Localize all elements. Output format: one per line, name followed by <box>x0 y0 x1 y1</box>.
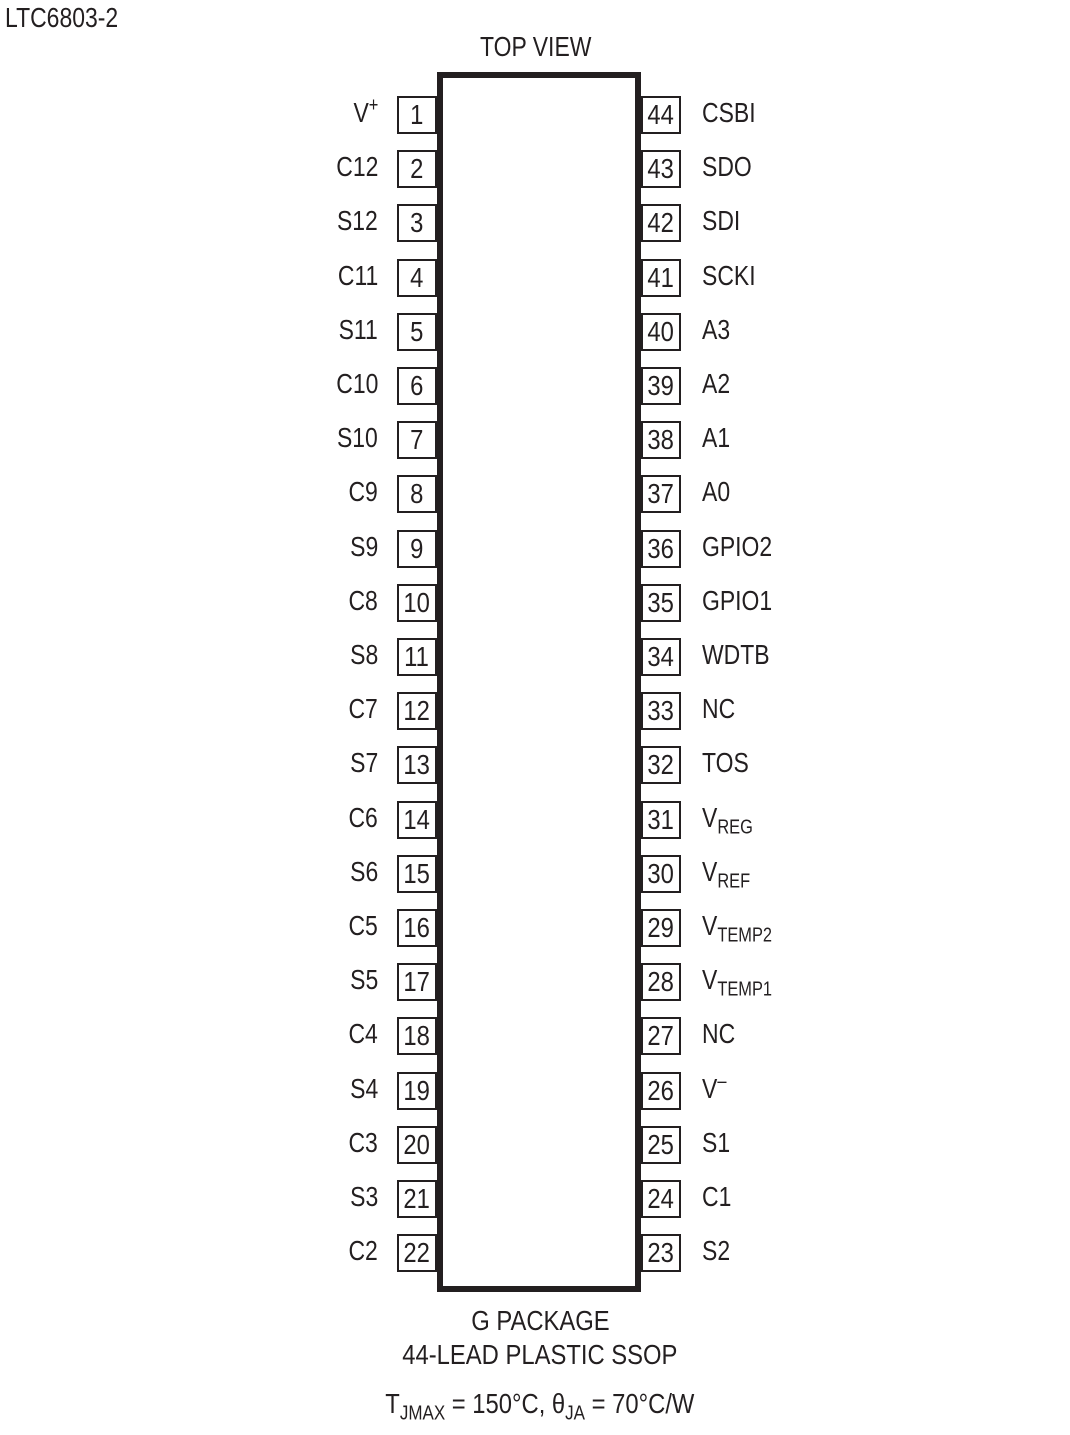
pin-label: S4 <box>349 1072 378 1104</box>
pin-number-box: 38 <box>641 421 681 459</box>
pin-number-box: 43 <box>641 150 681 188</box>
pin-label: $V_{TEMP2}$ <box>702 910 773 947</box>
pin-number-box: 9 <box>397 530 437 568</box>
pin-label: GPIO1 <box>702 584 773 616</box>
pin-label: C5 <box>348 910 378 941</box>
pin-number-box: 4 <box>397 259 437 297</box>
pin-number-box: 24 <box>641 1180 681 1218</box>
pin-number-box: 31 <box>641 801 681 839</box>
pin-label: S2 <box>702 1235 731 1267</box>
pin-number-box: 32 <box>641 746 681 784</box>
pin-number-box: 3 <box>397 204 437 242</box>
pin-label: TOS <box>702 747 749 779</box>
pin-number-box: 42 <box>641 204 681 242</box>
pin-label: $V_{REG}$ <box>702 801 753 839</box>
pin-number-box: 18 <box>397 1017 437 1055</box>
view-label: TOP VIEW <box>480 31 592 62</box>
pin-label: C2 <box>348 1235 378 1267</box>
pin-number-box: 23 <box>641 1234 681 1272</box>
package-description: 44-LEAD PLASTIC SSOP <box>402 1339 678 1370</box>
pin-label: C1 <box>702 1181 732 1212</box>
pin-label: V– <box>702 1070 727 1104</box>
pin-number-box: 25 <box>641 1126 681 1164</box>
pin-label: V+ <box>353 94 378 128</box>
pin-label: SDO <box>702 151 752 183</box>
pin-label: NC <box>702 1018 736 1050</box>
pin-label: CSBI <box>702 97 756 128</box>
pin-number-box: 22 <box>397 1234 437 1272</box>
pin-number-box: 34 <box>641 638 681 676</box>
chip-body <box>437 72 641 1292</box>
pin-label: S1 <box>702 1126 731 1158</box>
pin-number-box: 19 <box>397 1072 437 1110</box>
pin-label: SCKI <box>702 259 756 291</box>
pin-label: C7 <box>348 693 378 725</box>
pin-number-box: 35 <box>641 584 681 622</box>
pin-label: $V_{REF}$ <box>702 855 751 893</box>
pin-label: S3 <box>349 1181 378 1212</box>
pin-number-box: 21 <box>397 1180 437 1218</box>
pin-number-box: 33 <box>641 692 681 730</box>
pin-label: C6 <box>348 801 378 833</box>
pin-label: S5 <box>349 964 378 996</box>
pin-label: C10 <box>335 368 378 399</box>
pin-label: S11 <box>338 313 378 345</box>
pin-number-box: 17 <box>397 963 437 1001</box>
pin-number-box: 27 <box>641 1017 681 1055</box>
pin-label: C12 <box>335 151 378 183</box>
pin-number-box: 13 <box>397 746 437 784</box>
pin-number-box: 16 <box>397 909 437 947</box>
pin-number-box: 12 <box>397 692 437 730</box>
pin-label: C11 <box>337 259 378 291</box>
part-number: LTC6803-2 <box>5 2 119 33</box>
pin-number-box: 28 <box>641 963 681 1001</box>
pin-number-box: 1 <box>397 96 437 134</box>
pin-label: SDI <box>702 205 741 237</box>
pin-label: A2 <box>702 368 731 399</box>
pin-label: A0 <box>702 476 731 508</box>
pin-number-box: 10 <box>397 584 437 622</box>
pin-label: GPIO2 <box>702 530 773 562</box>
pin-number-box: 30 <box>641 855 681 893</box>
pin-number-box: 44 <box>641 96 681 134</box>
pin-label: S9 <box>349 530 378 562</box>
pin-label: NC <box>702 693 736 725</box>
pin-number-box: 26 <box>641 1072 681 1110</box>
pin-label: C9 <box>348 476 378 508</box>
pin-label: S8 <box>349 639 378 670</box>
pin-number-box: 29 <box>641 909 681 947</box>
pin-label: C3 <box>348 1126 378 1158</box>
package-name: G PACKAGE <box>470 1305 610 1336</box>
pin-number-box: 36 <box>641 530 681 568</box>
pin-label: S7 <box>349 747 378 779</box>
pin-label: S12 <box>337 205 378 237</box>
pin-number-box: 40 <box>641 313 681 351</box>
pin-number-box: 20 <box>397 1126 437 1164</box>
pin-number-box: 2 <box>397 150 437 188</box>
pin-number-box: 6 <box>397 367 437 405</box>
pin-label: C8 <box>348 584 378 616</box>
pin-label: A1 <box>702 422 731 454</box>
pin-label: S6 <box>349 855 378 887</box>
pin-number-box: 39 <box>641 367 681 405</box>
pin-number-box: 7 <box>397 421 437 459</box>
pin-number-box: 15 <box>397 855 437 893</box>
pin-number-box: 14 <box>397 801 437 839</box>
thermal-spec: $T_{JMAX} = 150^\circ C$, $\theta_{JA} = 70^\circ C/W$ <box>385 1388 695 1425</box>
pin-number-box: 8 <box>397 475 437 513</box>
pin-number-box: 11 <box>397 638 437 676</box>
pin-label: A3 <box>702 313 731 345</box>
pin-label: C4 <box>348 1018 378 1050</box>
pin-label: $V_{TEMP1}$ <box>702 964 773 1001</box>
pin-number-box: 37 <box>641 475 681 513</box>
pin-label: WDTB <box>702 639 770 670</box>
pin-number-box: 5 <box>397 313 437 351</box>
pin-number-box: 41 <box>641 259 681 297</box>
pin-label: S10 <box>337 422 378 454</box>
